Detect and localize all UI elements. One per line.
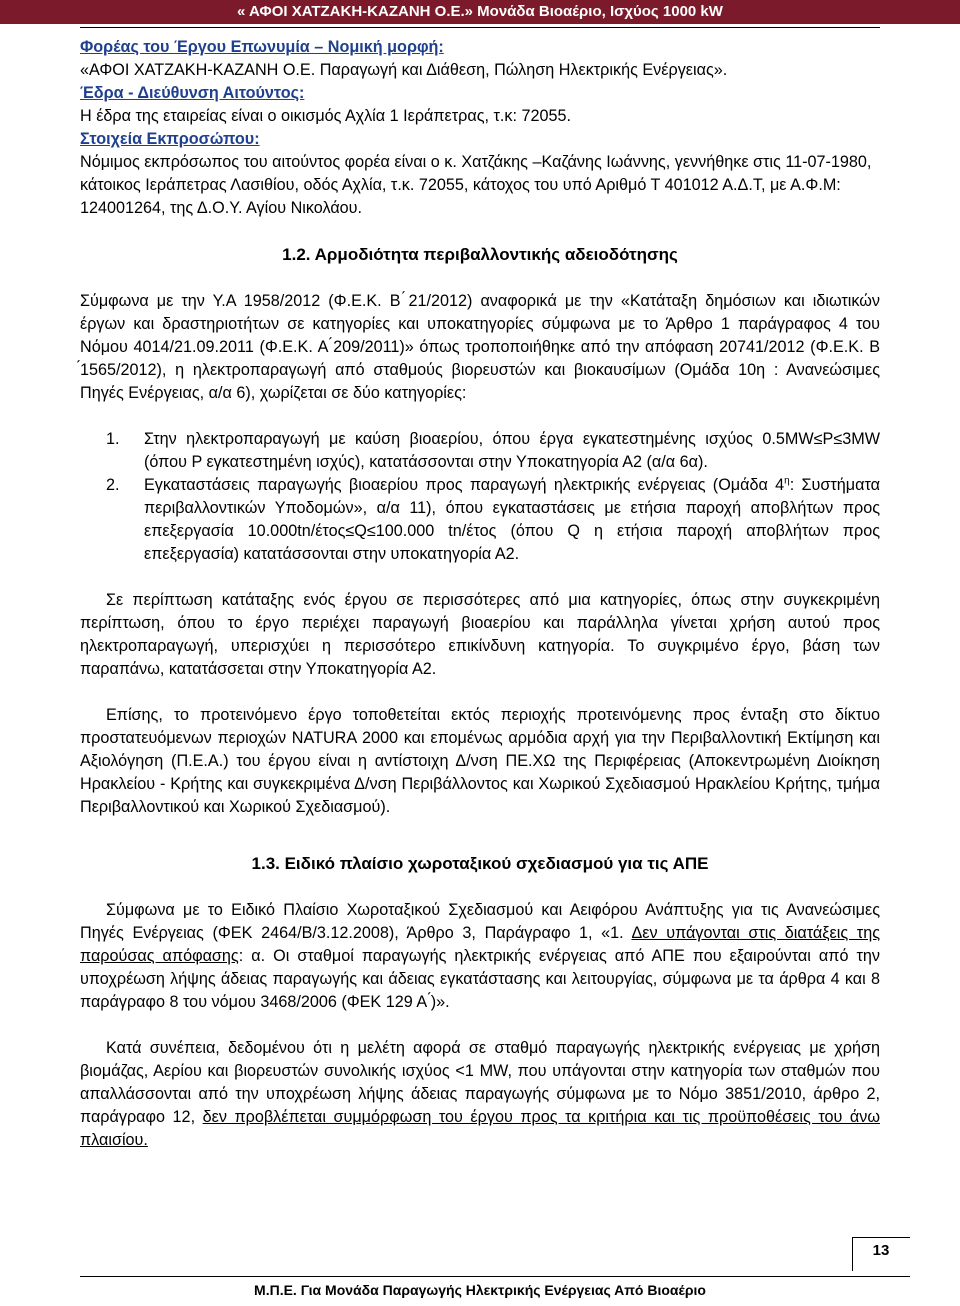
representative-value: Νόμιμος εκπρόσωπος του αιτούντος φορέα είναι ο κ. Χατζάκης –Καζάνης Ιωάννης, γεννήθηκε στις 11-07-1980, κάτοικος Ιεράπετρας Λασιθίου, οδός Αχλία, τ.κ. 72055, κάτοχος του υπό Αριθμό Τ 401012 Α.Δ.Τ, με Α.Φ.Μ: 124001264, της Δ.Ο.Υ. Αγίου Νικολάου. (80, 153, 872, 217)
seat-label: Έδρα - Διεύθυνση Αιτούντος: (80, 84, 305, 102)
page-number: 13 (872, 1242, 890, 1259)
section-1-3-title: 1.3. Ειδικό πλαίσιο χωροταξικού σχεδιασμού για τις ΑΠΕ (251, 854, 709, 873)
header-title: « ΑΦΟΙ ΧΑΤΖΑΚΗ-ΚΑΖΑΝΗ Ο.Ε.» Μονάδα Βιοαέριο, Ισχύος 1000 kW (237, 3, 723, 20)
document-body (80, 36, 880, 1152)
section-1-2-title: 1.2. Αρμοδιότητα περιβαλλοντικής αδειοδότησης (282, 245, 678, 264)
entity-label: Φορέας του Έργου Επωνυμία – Νομική μορφή: (80, 38, 444, 56)
header-rule (80, 27, 880, 28)
list-item-2 (80, 474, 880, 566)
list-text: Εγκαταστάσεις παραγωγής βιοαερίου προς παραγωγή ηλεκτρικής ενέργειας (Ομάδα $4^\eta$: Συστήματα περιβαλλοντικών Υποδομών», α/α 11), όπου εγκαταστάσεις με ετήσια παροχή αποβλήτων προς επεξεργασία 10.000tn/έτος≤Q≤100.000 tn/έτος (όπου Q η ετήσια παροχή αποβλήτων προς επεξεργασία) κατατάσσονται στην υποκατηγορία Α2. (144, 475, 881, 563)
list-item-1 (80, 428, 880, 474)
section-1-2-paragraph: Σύμφωνα με την Υ.Α 1958/2012 (Φ.Ε.Κ. Β ́21/2012) αναφορικά με την «Κατάταξη δημόσιων και ιδιωτικών έργων και δραστηριοτήτων σε κατηγορίες και υποκατηγορίες σύμφωνα με το Άρθρο 1 παράγραφος 4 του Νόμου 4014/21.09.2011 (Φ.Ε.Κ. Α ́209/2011)» όπως τροποποιήθηκε από την απόφαση 20741/2012 (Φ.Ε.Κ. Β ́1565/2012), η ηλεκτροπαραγωγή από σταθμούς βιορευστών και βιοκαυσίμων (Ομάδα 10η : Ανανεώσιμες Πηγές Ενέργειας, α/α 6), χωρίζεται σε δύο κατηγορίες: (80, 292, 880, 402)
list-text: Στην ηλεκτροπαραγωγή με καύση βιοαερίου, όπου έργα εγκατεστημένης ισχύος 0.5MW≤P≤3MW (όπου P εγκατεστημένη ισχύς), κατατάσσονται στην Υποκατηγορία Α2 (α/α 6α). (144, 430, 880, 471)
footer-rule (80, 1276, 910, 1277)
section-1-2-paragraph-2: Σε περίπτωση κατάταξης ενός έργου σε περισσότερες από μια κατηγορίες, όπως στην συγκεκριμένη περίπτωση, όπου το έργο περιέχει παραγωγή βιοαερίου και παράλληλα γίνεται χρήση αυτού προς ηλεκτροπαραγωγή, υπερισχύει η περισσότερο επικίνδυνη κατηγορία. Το συγκριμένο έργο, βάση των παραπάνω, κατατάσσεται στην Υποκατηγορία Α2. (80, 591, 880, 678)
list-number: 1. (106, 430, 120, 448)
section-1-3-paragraph-1: Σύμφωνα με το Ειδικό Πλαίσιο Χωροταξικού Σχεδιασμού και Αειφόρου Ανάπτυξης για τις Ανανεώσιμες Πηγές Ενέργειας (ΦΕΚ 2464/Β/3.12.2008), Άρθρο 3, Παράγραφο 1, «1. Δεν υπάγονται στις διατάξεις της παρούσας απόφασης: α. Οι σταθμοί παραγωγής ηλεκτρικής ενέργειας από ΑΠΕ που εξαιρούνται από την υποχρέωση λήψης άδειας παραγωγής και άδειας εγκατάστασης και λειτουργίας, σύμφωνα με τα άρθρα 4 και 8 παράγραφο 8 του νόμου 3468/2006 (ΦΕΚ 129 Α ́)». (80, 901, 881, 1011)
entity-value: «ΑΦΟΙ ΧΑΤΖΑΚΗ-ΚΑΖΑΝΗ Ο.Ε. Παραγωγή και Διάθεση, Πώληση Ηλεκτρικής Ενέργειας». (80, 61, 728, 79)
section-1-3-paragraph-2: Κατά συνέπεια, δεδομένου ότι η μελέτη αφορά σε σταθμό παραγωγής ηλεκτρικής ενέργειας με χρήση βιομάζας, Αερίου και βιορευστών συνολικής ισχύος <1 MW, που υπάγονται στην κατηγορία των σταθμών που απαλλάσσονται από την υποχρέωση λήψης άδειας παραγωγής σύμφωνα με το Νόμο 3851/2010, άρθρο 2, παράγραφο 12, δεν προβλέπεται συμμόρφωση του έργου προς τα κριτήρια και τις προϋποθέσεις του άνω πλαισίου. (80, 1039, 880, 1149)
seat-value: Η έδρα της εταιρείας είναι ο οικισμός Αχλία 1 Ιεράπετρας, τ.κ: 72055. (80, 107, 572, 125)
section-1-2-paragraph-3: Επίσης, το προτεινόμενο έργο τοποθετείται εκτός περιοχής προτεινόμενης προς ένταξη στο δίκτυο προστατευόμενων περιοχών NATURA 2000 και επομένως αρμόδια αρχή για την Περιβαλλοντική Εκτίμηση και Αξιολόγηση (Π.Ε.Α.) του έργου είναι η αντίστοιχη Δ/νση ΠΕ.ΧΩ της Περιφέρειας (Αποκεντρωμένη Διοίκηση Ηρακλείου - Κρήτης και συγκεκριμένα Δ/νση Περιβάλλοντος και Χωρικού Σχεδιασμού Ηρακλείου Κρήτης, τμήμα Περιβαλλοντικού και Χωρικού Σχεδιασμού). (80, 706, 880, 816)
list-number: 2. (106, 476, 120, 494)
footer-text: Μ.Π.Ε. Για Μονάδα Παραγωγής Ηλεκτρικής Ενέργειας Από Βιοαέριο (254, 1282, 706, 1298)
representative-label: Στοιχεία Εκπροσώπου: (80, 130, 260, 148)
